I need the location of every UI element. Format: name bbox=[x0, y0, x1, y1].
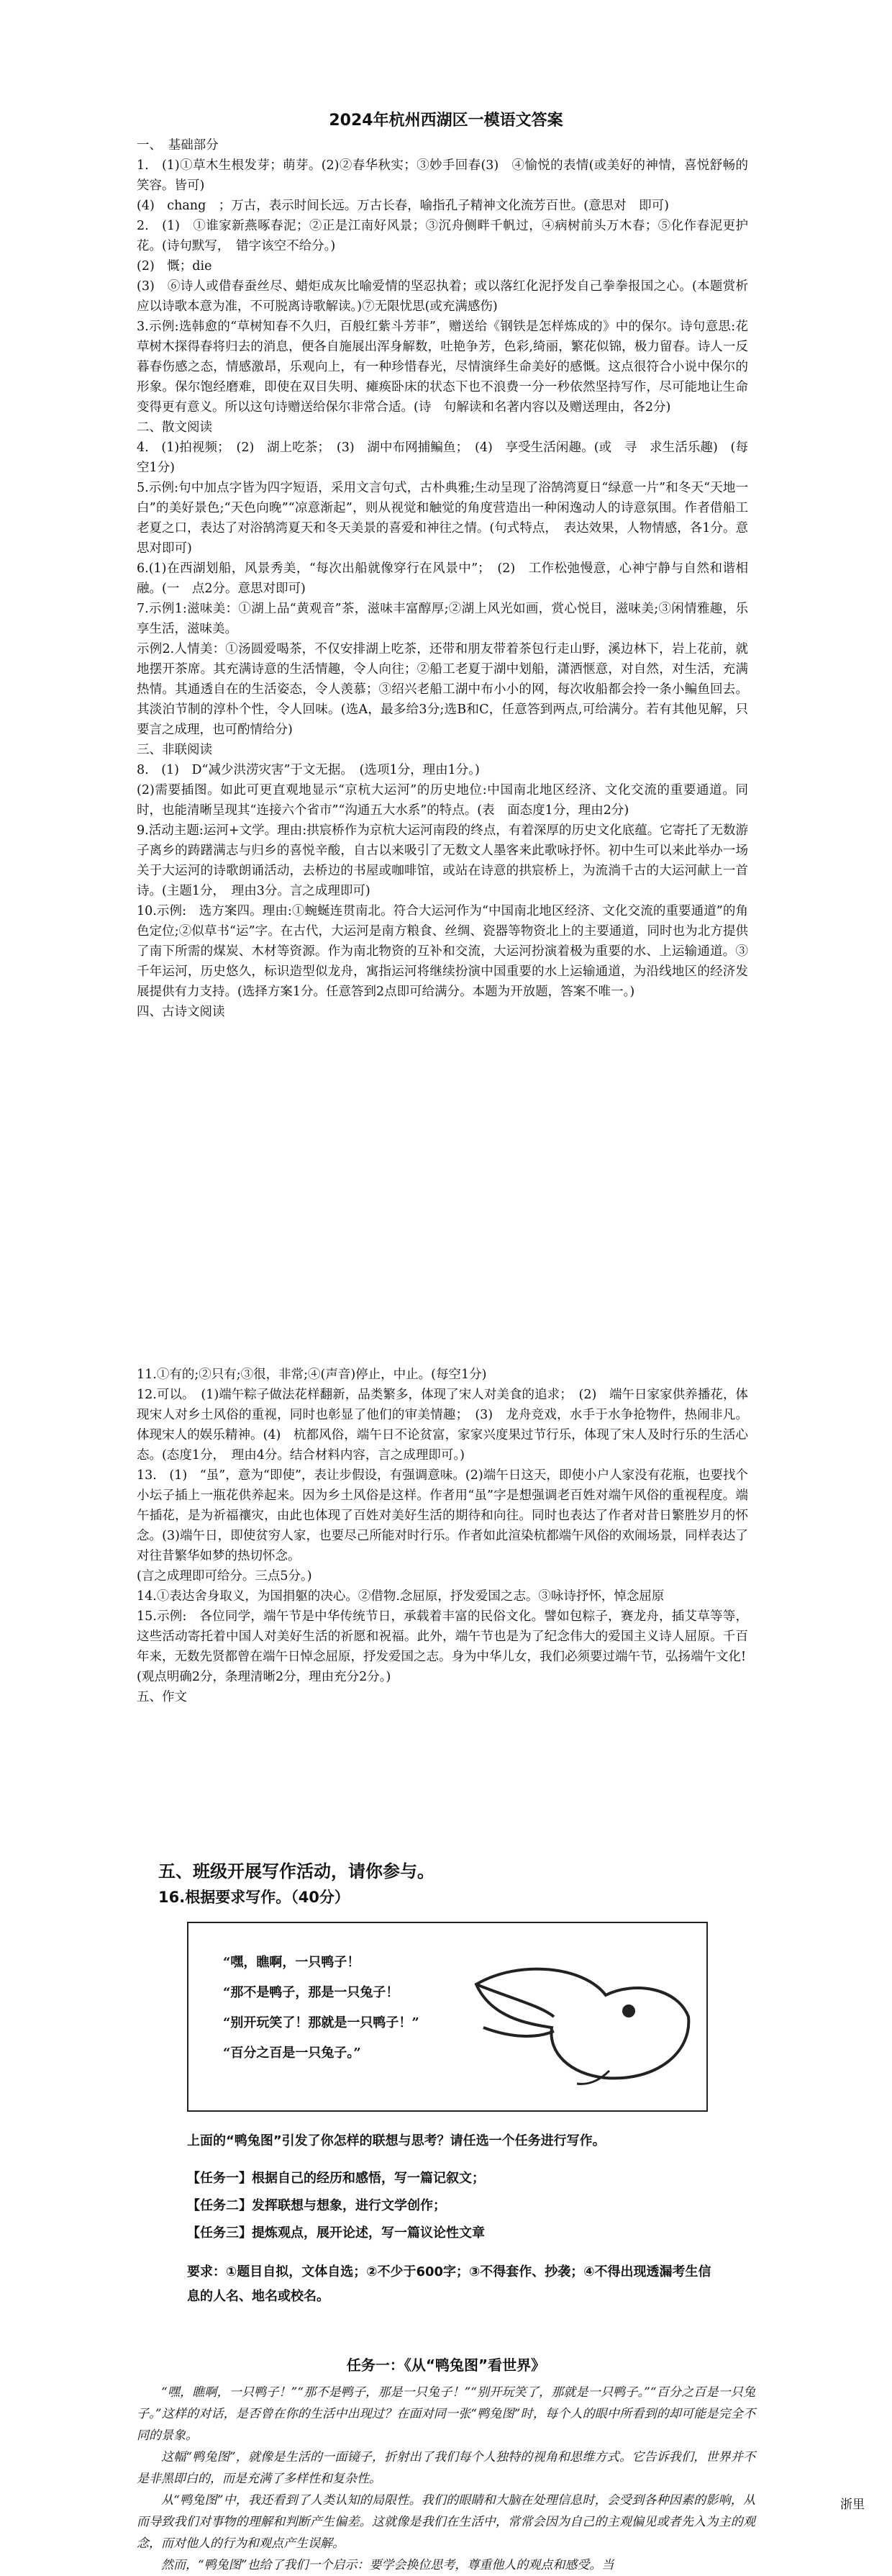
answer-paragraph: 示例2.人情美：①汤圆爱喝茶，不仅安排湖上吃茶，还带和朋友带着茶包行走山野，溪边林下，岩上花前，就地摆开茶席。其充满诗意的生活情趣，令人向往；②船工老夏于湖中划船，潇洒惬意，对自然，对生活，充满热情。其通透自在的生活姿态，令人羡慕；③绍兴老船工湖中布小小的网，每次收船都会拎一条小鳊鱼回去。其淡泊节制的淳朴个性，令人回味。(选A，最多给3分;选B和C，任意答到两点,可给满分。若有其他见解，只要言之成理，也可酌情给分) bbox=[137, 642, 748, 737]
corner-watermark: 浙里 bbox=[840, 2498, 865, 2512]
answer-paragraph: 8. (1) D“减少洪涝灾害”于文无据。 (选项1分，理由1分。) bbox=[137, 763, 480, 777]
answer-paragraph: 3.示例:选韩愈的“草树知春不久归，百般红紫斗芳菲”，赠送给《钢铁是怎样炼成的》中的保尔。诗句意思:花草树木探得春将归去的消息，便各自施展出浑身解数，吐艳争芳，色彩,绮丽，繁花似锦，极力留春。诗人一反暮春伤感之态，情感激昂，乐观向上，有一种珍惜春光，尽情演绎生命美好的感慨。这点很符合小说中保尔的形象。保尔饱经磨难，即使在双目失明、瘫痪卧床的状态下也不浪费一分一秒依然坚持写作，尽可能地让生命变得更有意义。所以这句诗赠送给保尔非常合适。(诗 句解读和名著内容以及赠送理由，各2分) bbox=[137, 320, 748, 415]
answer-paragraph: 13. (1) “虽”，意为“即使”，表让步假设，有强调意味。(2)端午日这天，即使小户人家没有花瓶，也要找个小坛子插上一瓶花供养起来。因为乡土风俗是这样。作者用“虽”字是想强调老百姓对端午风俗的重视程度。端午插花，是为祈福禳灾，由此也体现了百姓对美好生活的期待和向往。同时也表达了作者对昔日繁胜岁月的怀念。(3)端午日，即使贫穷人家，也要尽己所能对时行乐。作者如此渲染杭都端午风俗的欢闹场景，同样表达了对往昔繁华如梦的热切怀念。 bbox=[137, 1468, 748, 1563]
essay-paragraph: 这幅“鸭兔图”，就像是生活的一面镜子，折射出了我们每个人独特的视角和思维方式。它告诉我们，世界并不是非黑即白的，而是充满了多样性和复杂性。 bbox=[137, 2450, 755, 2486]
blank-space bbox=[137, 1188, 748, 1353]
writing-prompt bbox=[158, 1857, 734, 2343]
answer-paragraph: 10.示例: 选方案四。理由:①蜿蜒连贯南北。符合大运河作为“中国南北地区经济、文化交流的重要通道”的角色定位;②似草书“运”字。在古代，大运河是南方粮食、丝绸、瓷器等物资北上的主要通道，同时也为北方提供了南下所需的煤炭、木材等资源。作为南北物资的互补和交流，大运河扮演着极为重要的水、上运输通道。③千年运河，历史悠久，标识造型似龙舟，寓指运河将继续扮演中国重要的水上运输通道，为沿线地区的经济发展提供有力支持。(选择方案1分。任意答到2点即可给满分。本题为开放题，答案不唯一。) bbox=[137, 904, 748, 999]
sample-essay bbox=[137, 2354, 755, 2576]
answer-paragraph: 14.①表达舍身取义，为国捐躯的决心。②借物.念屈原，抒发爱国之志。③咏诗抒怀，悼念屈原 bbox=[137, 1589, 665, 1604]
duck-rabbit-illustration bbox=[462, 1945, 699, 2089]
essay-paragraph: “嘿，瞧啊，一只鸭子！”“那不是鸭子，那是一只兔子！”“别开玩笑了，那就是一只鸭子。”“百分之百是一只兔子。”这样的对话，是否曾在你的生活中出现过？在面对同一张“鸭兔图”时，每个人的眼中所看到的却可能是完全不同的景象。 bbox=[137, 2385, 755, 2443]
answer-body-continued bbox=[137, 1365, 748, 1707]
task-one: 【任务一】根据自己的经历和感悟，写一篇记叙文； bbox=[187, 2171, 485, 2186]
answer-paragraph: 9.活动主题:运河+文学。理由:拱宸桥作为京杭大运河南段的终点，有着深厚的历史文化底蕴。它寄托了无数游子离乡的踌躇满志与归乡的喜悦辛酸，自古以来吸引了无数文人墨客来此歌咏抒怀。初中生可以来此举办一场关于大运河的诗歌朗诵活动，去桥边的书屋或咖啡馆，或站在诗意的拱宸桥上，为流淌千古的大运河献上一首诗。(主题1分， 理由3分。言之成理即可) bbox=[137, 823, 748, 898]
answer-paragraph: 2. (1) ①谁家新燕啄春泥；②正是江南好风景；③沉舟侧畔千帆过，④病树前头万木春；⑤化作春泥更护花。(诗句默写， 错字该空不给分。) bbox=[137, 219, 748, 253]
dialogue-quotes bbox=[223, 1948, 419, 2069]
quote-line: “别开玩笑了！那就是一只鸭子！” bbox=[223, 2015, 419, 2030]
answer-paragraph: 三、非联阅读 bbox=[137, 743, 212, 757]
answer-paragraph: 12.可以。 (1)端午粽子做法花样翻新，品类繁多，体现了宋人对美食的追求； (2) 端午日家家供养播花，体现宋人对乡土风俗的重视，同时也彰显了他们的审美情趣； (3) 龙舟竞戏，水手于水争抢物件，热闹非凡。体现宋人的娱乐精神。(4) 杭都风俗，端午日不论贫富，家家兴度果过节行乐，体现了宋人及时行乐的生活心态。(态度1分， 理由4分。结合材料内容，言之成理即可。) bbox=[137, 1388, 748, 1463]
answer-paragraph: 11.①有的;②只有;③很，非常;④(声音)停止，中止。(每空1分) bbox=[137, 1368, 487, 1382]
quote-line: “嘿，瞧啊，一只鸭子！ bbox=[223, 1955, 360, 1970]
duck-rabbit-frame bbox=[187, 1922, 708, 2112]
answer-paragraph: (2) 慨；die bbox=[137, 259, 212, 274]
requirements: 要求：①题目自拟，文体自选；②不少于600字；③不得套作、抄袭；④不得出现透漏考生信息的人名、地名或校名。 bbox=[187, 2264, 711, 2304]
quote-line: “那不是鸭子，那是一只兔子！ bbox=[223, 1985, 399, 2000]
document-title: 2024年杭州西湖区一模语文答案 bbox=[329, 112, 563, 130]
task-three: 【任务三】提炼观点，展开论述，写一篇议论性文章 bbox=[187, 2225, 485, 2241]
answer-paragraph: 5.示例:句中加点字皆为四字短语，采用文言句式，古朴典雅;生动呈现了浴鹄湾夏日“绿意一片”和冬天“天地一白”的美好景色;“天色向晚”“凉意渐起”，则从视觉和触觉的角度营造出一种闲逸动人的诗意氛围。作者借船工老夏之口，表达了对浴鹄湾夏天和冬天美景的喜爱和神往之情。(句式特点， 表达效果，人物情感，各1分。意思对即可) bbox=[137, 481, 748, 556]
prompt-intro: 上面的“鸭兔图”引发了你怎样的联想与思考？请任选一个任务进行写作。 bbox=[187, 2133, 606, 2148]
answer-paragraph: (4) chang ；万古，表示时间长远。万古长春，喻指孔子精神文化流芳百世。(意思对 即可) bbox=[137, 199, 669, 213]
answer-paragraph: 五、作文 bbox=[137, 1690, 187, 1704]
answer-paragraph: (3) ⑥诗人或借春蚕丝尽、蜡炬成灰比喻爱情的坚忍执着；或以落红化泥抒发自己拳拳报国之心。(本题赏析应以诗歌本意为准，不可脱离诗歌解读。)⑦无限忧思(或充满感伤) bbox=[137, 279, 748, 314]
answer-paragraph: 一、 基础部分 bbox=[137, 138, 219, 153]
essay-title: 任务一：《从“鸭兔图”看世界》 bbox=[346, 2356, 546, 2374]
essay-paragraph: 然而，“鸭兔图”也给了我们一个启示：要学会换位思考，尊重他人的观点和感受。当 bbox=[161, 2558, 614, 2572]
answer-paragraph: (观点明确2分，条理清晰2分，理由充分2分。) bbox=[137, 1670, 391, 1684]
quote-line: “百分之百是一只兔子。” bbox=[223, 2046, 361, 2061]
essay-paragraph: 从“鸭兔图”中，我还看到了人类认知的局限性。我们的眼睛和大脑在处理信息时，会受到各种因素的影响，从而导致我们对事物的理解和判断产生偏差。这就像是我们在生活中，常常会因为自己的主观偏见或者先入为主的观念，而对他人的行为和观点产生误解。 bbox=[137, 2493, 755, 2551]
answer-paragraph: 4. (1)拍视频； (2) 湖上吃茶； (3) 湖中布网捕鳊鱼； (4) 享受生活闲趣。(或 寻 求生活乐趣) (每空1分) bbox=[137, 440, 748, 475]
answer-paragraph: 7.示例1:滋味美：①湖上品“黄观音”茶，滋味丰富醇厚;②湖上风光如画，赏心悦目，滋味美;③闲情雅趣，乐享生活，滋味美。 bbox=[137, 602, 748, 636]
answer-paragraph: (2)需要插图。如此可更直观地显示“京杭大运河”的历史地位:中国南北地区经济、文化交流的重要通道。同时，也能清晰呈现其“连接六个省市”“沟通五大水系”的特点。(表 面态度1分，理由2分) bbox=[137, 783, 748, 818]
answer-paragraph: 四、古诗文阅读 bbox=[137, 1005, 225, 1019]
task-two: 【任务二】发挥联想与想象，进行文学创作； bbox=[187, 2198, 446, 2213]
answer-paragraph: (言之成理即可给分。三点5分。) bbox=[137, 1569, 312, 1583]
question-16: 16.根据要求写作。（40分） bbox=[158, 1889, 350, 1906]
answer-body bbox=[137, 135, 748, 1022]
answer-paragraph: 1. (1)①草木生根发芽；萌芽。(2)②春华秋实；③妙手回春(3) ④愉悦的表情(或美好的神情，喜悦舒畅的笑容。皆可) bbox=[137, 158, 748, 193]
section-heading: 五、班级开展写作活动，请你参与。 bbox=[158, 1861, 434, 1881]
answer-paragraph: 二、散文阅读 bbox=[137, 420, 212, 435]
answer-paragraph: 15.示例: 各位同学，端午节是中华传统节日，承载着丰富的民俗文化。譬如包粽子，赛龙舟，插艾草等等，这些活动寄托着中国人对美好生活的祈愿和祝福。此外，端午节也是为了纪念伟大的爱国主义诗人屈原。千百年来，无数先贤都曾在端午日悼念屈原，抒发爱国之志。身为中华儿女，我们必须要过端午节，弘扬端午文化! bbox=[137, 1609, 748, 1664]
answer-paragraph: 6.(1)在西湖划船，风景秀美，“每次出船就像穿行在风景中”； (2) 工作松弛慢意，心神宁静与自然和谐相融。(一 点2分。意思对即可) bbox=[137, 561, 748, 596]
